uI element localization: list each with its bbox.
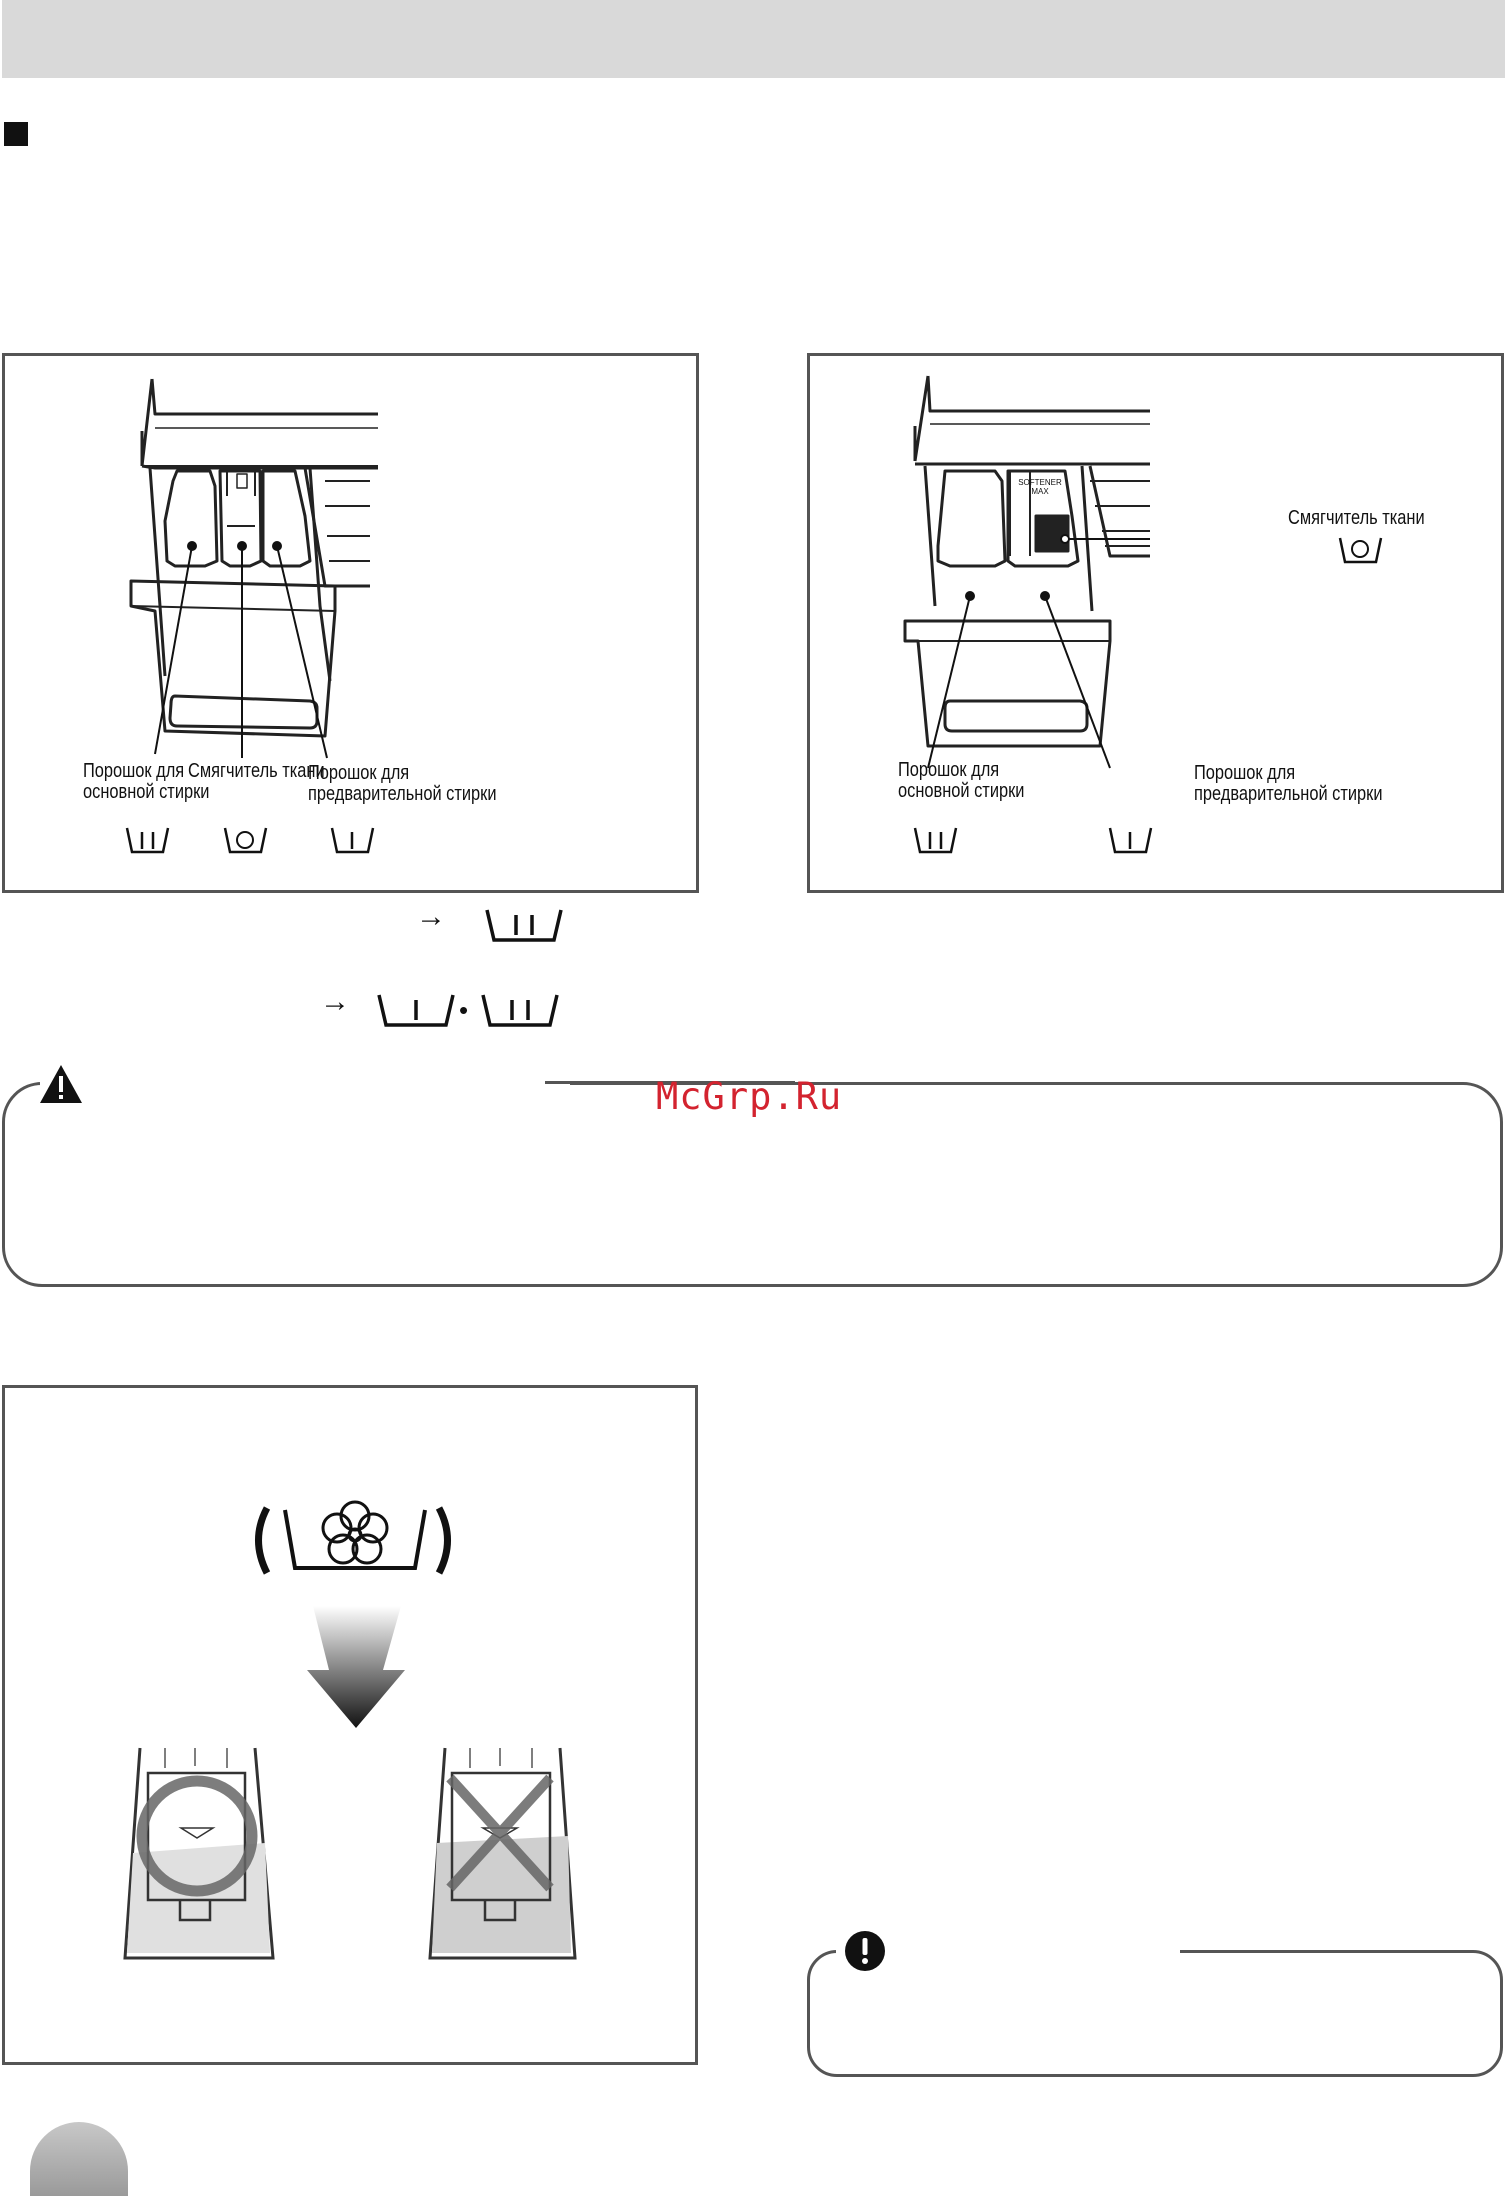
note-box bbox=[807, 1950, 1503, 2077]
softener-max-marking: SOFTENER MAX bbox=[1018, 478, 1062, 496]
header-bar bbox=[2, 0, 1505, 78]
caution-box-gap bbox=[40, 1070, 570, 1090]
note-rule bbox=[1180, 1950, 1185, 1953]
dispenser-figure-left bbox=[2, 353, 699, 893]
main-wash-symbol bbox=[484, 905, 564, 945]
watermark: McGrp.Ru bbox=[656, 1075, 843, 1118]
dispenser-drawer-drawing-left bbox=[5, 356, 702, 896]
main-wash-symbol-2 bbox=[480, 990, 560, 1030]
prewash-label-right: Порошок для предварительной стирки bbox=[1194, 762, 1383, 805]
prewash-label: Порошок для предварительной стирки bbox=[308, 762, 497, 805]
arrow-icon: → bbox=[416, 900, 446, 933]
main-wash-label: Порошок для основной стирки bbox=[83, 760, 210, 803]
dispenser-figure-right bbox=[807, 353, 1504, 893]
softener-fill-figure bbox=[2, 1385, 698, 2065]
dispenser-drawer-drawing-right bbox=[810, 356, 1507, 896]
softener-fill-drawing bbox=[5, 1388, 701, 2068]
warning-triangle-icon bbox=[38, 1063, 84, 1105]
separator-dot: • bbox=[459, 995, 469, 1025]
main-wash-label-right: Порошок для основной стирки bbox=[898, 759, 1025, 802]
section-bullet-icon bbox=[4, 122, 28, 146]
important-icon bbox=[843, 1929, 887, 1973]
softener-label-right: Смягчитель ткани bbox=[1288, 507, 1425, 529]
softener-label: Смягчитель ткани bbox=[188, 760, 325, 782]
prewash-symbol bbox=[376, 990, 456, 1030]
arrow-icon-2: → bbox=[320, 985, 350, 1018]
note-box-gap bbox=[836, 1938, 1184, 1958]
page-number-tab bbox=[30, 2122, 128, 2196]
